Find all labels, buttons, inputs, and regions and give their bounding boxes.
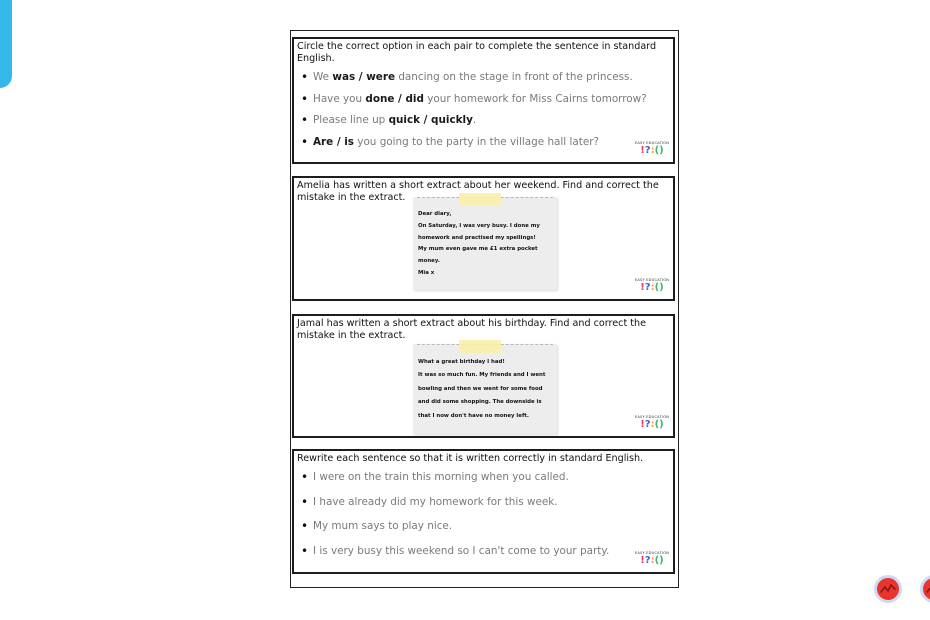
sentence-item: • We was / were dancing on the stage in front of the princess. bbox=[294, 72, 673, 83]
easy-education-logo: EASY EDUCATION !?:() bbox=[634, 551, 670, 566]
sentence-list bbox=[294, 72, 673, 147]
note-line: that I now don't have no money left. bbox=[418, 412, 529, 419]
sentence-item: • I have already did my homework for this week. bbox=[294, 497, 673, 508]
easy-education-logo: EASY EDUCATION !?:() bbox=[634, 141, 670, 156]
card-instruction: Jamal has written a short extract about his birthday. Find and correct the mistake in the extract. bbox=[297, 318, 647, 341]
tape-strip bbox=[459, 193, 501, 206]
card-instruction: Rewrite each sentence so that it is written correctly in standard English. bbox=[297, 453, 644, 464]
sentence-item: • I were on the train this morning when you called. bbox=[294, 472, 673, 483]
scribble-icon bbox=[925, 580, 930, 598]
note-line: What a great birthday I had! bbox=[418, 359, 505, 365]
note-line: It was so much fun. My friends and I went bbox=[418, 372, 546, 379]
option-pair: done / did bbox=[365, 92, 424, 105]
scribble-icon bbox=[879, 580, 897, 598]
note-line: My mum even gave me £1 extra pocket bbox=[418, 246, 538, 253]
sentence-item: • I is very busy this weekend so I can't come to your party. bbox=[294, 546, 673, 557]
annotate-menu-button[interactable] bbox=[920, 575, 930, 603]
sentence-list bbox=[294, 472, 673, 556]
task-card-jamal-extract bbox=[292, 314, 675, 438]
easy-education-logo: EASY EDUCATION !?:() bbox=[634, 278, 670, 293]
sentence-item: • My mum says to play nice. bbox=[294, 521, 673, 532]
option-pair: was / were bbox=[332, 71, 396, 83]
diary-note bbox=[413, 344, 557, 434]
card-instruction: Circle the correct option in each pair to complete the sentence in standard English. bbox=[297, 41, 657, 64]
card-instruction: Amelia has written a short extract about her weekend. Find and correct the mistake in the extract. bbox=[297, 180, 659, 203]
note-line: bowling and then we went for some food bbox=[418, 385, 543, 392]
note-line: On Saturday, I was very busy. I done my bbox=[418, 222, 540, 229]
task-card-amelia-extract bbox=[292, 176, 675, 301]
note-line: homework and practised my spellings! bbox=[418, 234, 536, 241]
option-pair: Are / is bbox=[313, 135, 354, 148]
sentence-item: • Have you done / did your homework for Miss Cairns tomorrow? bbox=[294, 94, 673, 105]
note-line: Mia x bbox=[418, 269, 435, 276]
diary-note bbox=[413, 197, 557, 290]
annotate-pen-button[interactable] bbox=[874, 575, 902, 603]
option-pair: quick / quickly bbox=[388, 114, 473, 126]
worksheet-page bbox=[290, 30, 679, 588]
note-line: and did some shopping. The downside is bbox=[418, 399, 542, 406]
note-line: money. bbox=[418, 258, 440, 265]
sentence-item: • Please line up quick / quickly. bbox=[294, 115, 673, 126]
task-card-rewrite bbox=[292, 449, 675, 574]
note-line: Dear diary, bbox=[418, 211, 452, 217]
task-card-circle-option bbox=[292, 37, 675, 164]
tape-strip bbox=[459, 340, 501, 353]
easy-education-logo: EASY EDUCATION !?:() bbox=[634, 415, 670, 430]
sentence-item: • Are / is you going to the party in the village hall later? bbox=[294, 137, 673, 148]
